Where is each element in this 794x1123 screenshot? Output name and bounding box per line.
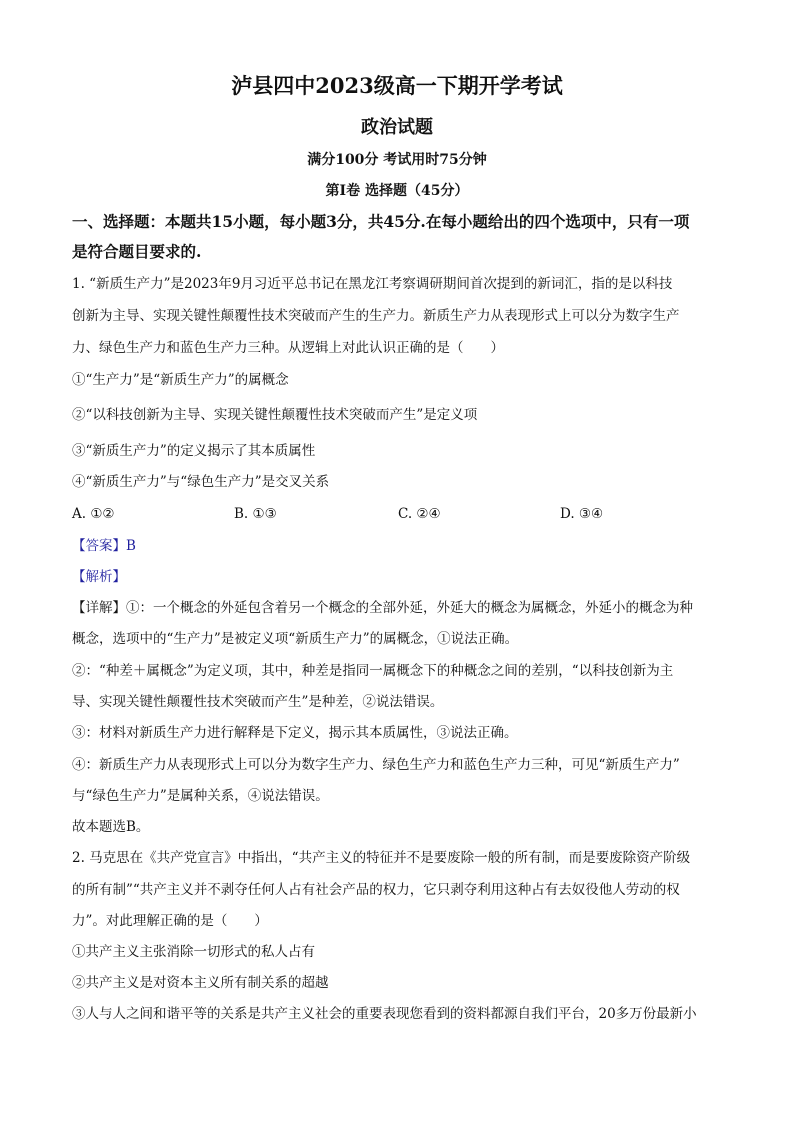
- q1-stem-line-1: 1. “新质生产力”是2023年9月习近平总书记在黑龙江考察调研期间首次提到的新词汇，指的是以科技: [72, 276, 673, 292]
- q1-option-c: C. ②④: [398, 506, 441, 522]
- q2-stem-line-1: 2. 马克思在《共产党宣言》中指出，“共产主义的特征并不是要废除一般的所有制，而是要废除资产阶级: [72, 850, 691, 866]
- q1-statement-3: ③“新质生产力”的定义揭示了其本质属性: [72, 443, 316, 459]
- q2-stem-line-2: 的所有制”“共产主义并不剥夺任何人占有社会产品的权力，它只剥夺利用这种占有去奴役他人劳动的权: [72, 882, 680, 898]
- q1-detail-line-1: 【详解】①：一个概念的外延包含着另一个概念的全部外延，外延大的概念为属概念，外延小的概念为种: [72, 600, 693, 616]
- q1-stem-line-3: 力、绿色生产力和蓝色生产力三种。从逻辑上对此认识正确的是（ ）: [72, 340, 504, 356]
- q1-option-b: B. ①③: [234, 506, 277, 522]
- q2-statement-2: ②共产主义是对资本主义所有制关系的超越: [72, 975, 329, 991]
- q1-analysis-label: 【解析】: [72, 569, 126, 585]
- q1-conclusion: 故本题选B。: [72, 819, 150, 835]
- q1-option-d: D. ③④: [560, 506, 604, 522]
- q2-statement-1: ①共产主义主张消除一切形式的私人占有: [72, 944, 315, 960]
- q1-detail-line-2: 概念，选项中的“生产力”是被定义项“新质生产力”的属概念，①说法正确。: [72, 631, 519, 647]
- q2-stem-line-3: 力”。对此理解正确的是（ ）: [72, 913, 268, 929]
- q1-statement-1: ①“生产力”是“新质生产力”的属概念: [72, 372, 289, 388]
- exam-info: 满分100分 考试用时75分钟: [307, 152, 487, 168]
- q1-answer: 【答案】B: [72, 538, 136, 554]
- q1-detail-line-3: ②：“种差＋属概念”为定义项，其中，种差是指同一属概念下的种概念之间的差别，“以科技创新为主: [72, 663, 674, 679]
- subject-title: 政治试题: [361, 117, 433, 138]
- q1-detail-line-5: ③：材料对新质生产力进行解释是下定义，揭示其本质属性，③说法正确。: [72, 725, 518, 741]
- q1-detail-line-6: ④：新质生产力从表现形式上可以分为数字生产力、绿色生产力和蓝色生产力三种，可见“新质生产力”: [72, 757, 680, 773]
- section-title: 第Ⅰ卷 选择题（45分）: [325, 183, 469, 199]
- q1-option-a: A. ①②: [72, 506, 115, 522]
- q1-stem-line-2: 创新为主导、实现关键性颠覆性技术突破而产生的生产力。新质生产力从表现形式上可以分为数字生产: [72, 308, 680, 324]
- exam-title: 泸县四中2023级高一下期开学考试: [231, 73, 563, 98]
- q2-statement-3: ③人与人之间和谐平等的关系是共产主义社会的重要表现您看到的资料都源自我们平台，20多万份最新小: [72, 1006, 697, 1022]
- instructions-line-1: 一、选择题：本题共15小题，每小题3分，共45分.在每小题给出的四个选项中，只有一项: [72, 212, 690, 231]
- q1-statement-2: ②“以科技创新为主导、实现关键性颠覆性技术突破而产生”是定义项: [72, 407, 478, 423]
- q1-statement-4: ④“新质生产力”与“绿色生产力”是交叉关系: [72, 474, 330, 490]
- q1-detail-line-4: 导、实现关键性颠覆性技术突破而产生”是种差，②说法错误。: [72, 694, 444, 710]
- q1-detail-line-7: 与“绿色生产力”是属种关系，④说法错误。: [72, 788, 329, 804]
- instructions-line-2: 是符合题目要求的.: [72, 242, 202, 261]
